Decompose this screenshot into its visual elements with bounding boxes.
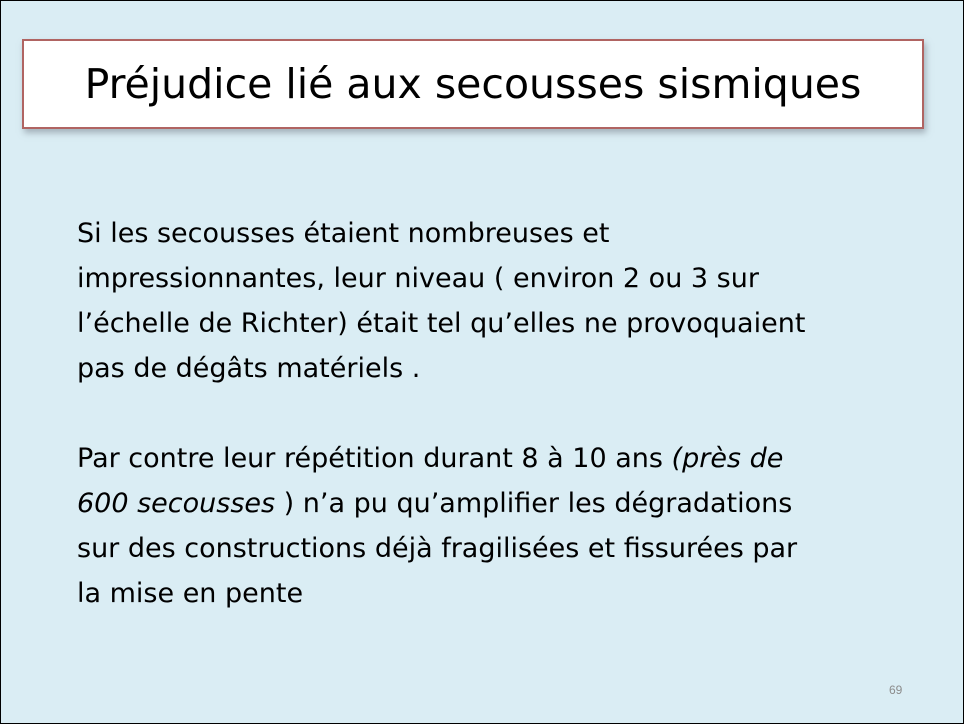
paragraph-2 xyxy=(77,436,907,616)
paragraph-2-line-2-italic: 600 secousses xyxy=(77,488,276,519)
paragraph-2-line-1-italic: (près de xyxy=(671,443,784,474)
title-box xyxy=(22,39,924,129)
slide-body xyxy=(77,211,907,616)
paragraph-2-line-1 xyxy=(77,436,907,481)
paragraph-2-line-2-text: ) n’a pu qu’amplifier les dégradations xyxy=(275,488,793,519)
paragraph-1-line-1: Si les secousses étaient nombreuses et xyxy=(77,218,610,249)
paragraph-1-line-2: impressionnantes, leur niveau ( environ 2 ou 3 sur xyxy=(77,263,759,294)
paragraph-1-line-3: l’échelle de Richter) était tel qu’elles ne provoquaient xyxy=(77,308,806,339)
paragraph-2-line-2 xyxy=(77,481,907,526)
page-number: 69 xyxy=(889,683,903,697)
paragraph-2-line-3: sur des constructions déjà fragilisées et fissurées par xyxy=(77,533,798,564)
slide-title: Préjudice lié aux secousses sismiques xyxy=(84,60,862,108)
paragraph-2-line-1-text: Par contre leur répétition durant 8 à 10 ans xyxy=(77,443,672,474)
paragraph-1 xyxy=(77,211,907,391)
paragraph-2-line-4: la mise en pente xyxy=(77,578,304,609)
paragraph-1-line-4: pas de dégâts matériels . xyxy=(77,353,421,384)
